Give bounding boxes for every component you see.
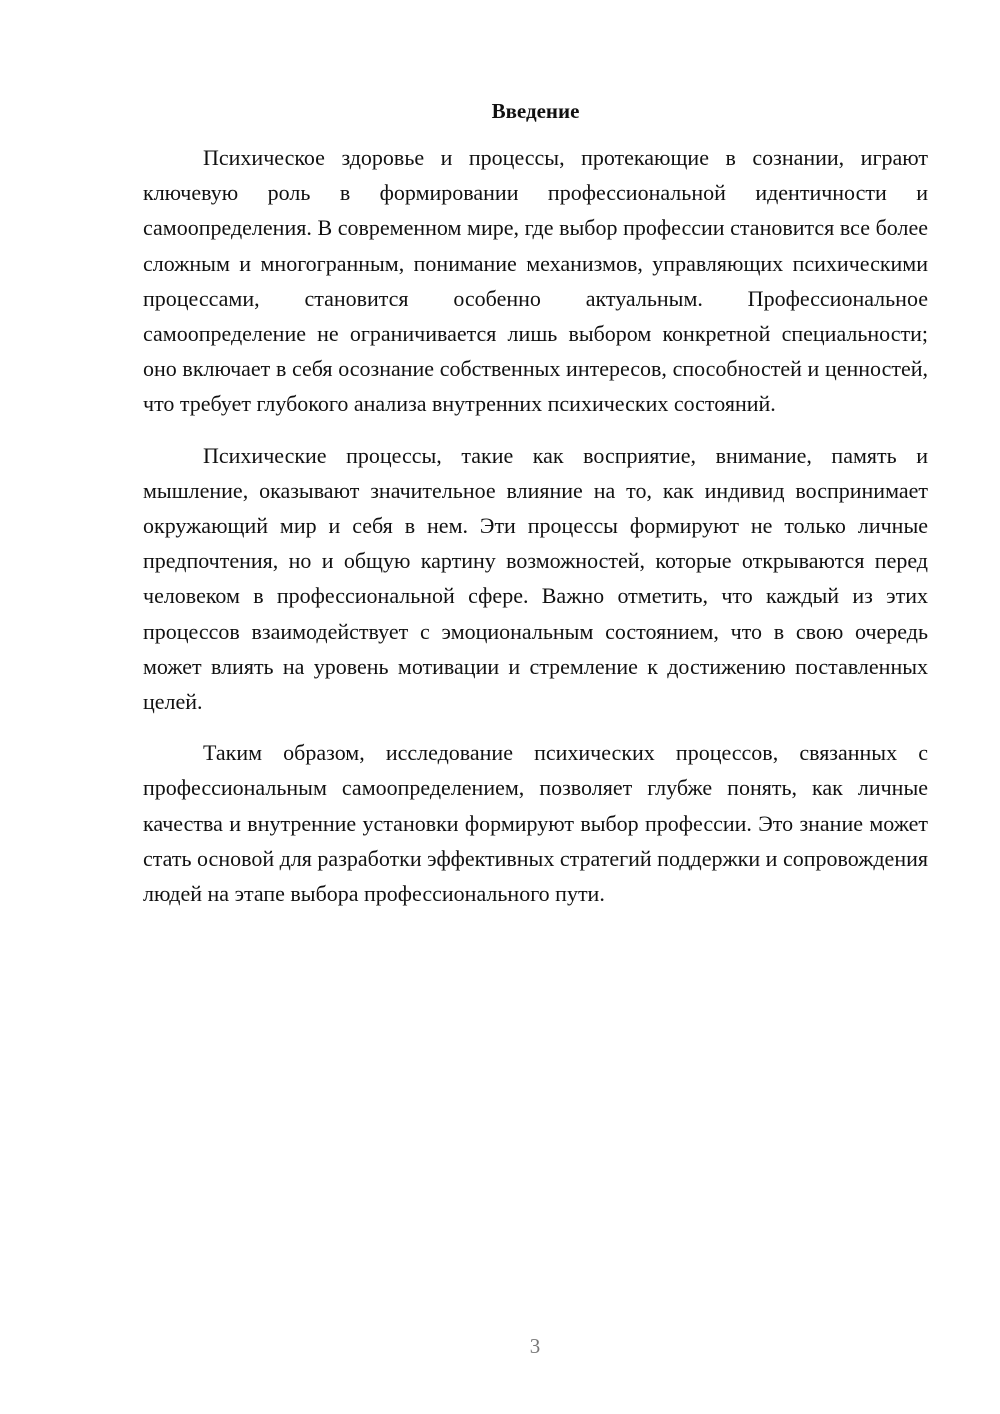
section-title: Введение — [491, 99, 580, 123]
page-number: 3 — [529, 1334, 541, 1358]
paragraph-3: Таким образом, исследование психических процессов, связанных с профессиональным самоопределением, позволяет глубже понять, как личные качества и внутренние установки формируют выбор профессии. Это знание может стать основой для разработки эффективных стратегий поддержки и сопровождения людей на этапе выбора профессионального пути. — [143, 740, 928, 907]
paragraph-2: Психические процессы, такие как восприятие, внимание, память и мышление, оказывают значительное влияние на то, как индивид воспринимает окружающий мир и себя в нем. Эти процессы формируют не только личные предпочтения, но и общую картину возможностей, которые открываются перед человеком в профессиональной сфере. Важно отметить, что каждый из этих процессов взаимодействует с эмоциональным состоянием, что в свою очередь может влиять на уровень мотивации и стремление к достижению поставленных целей. — [143, 442, 928, 715]
page-content — [143, 96, 928, 927]
paragraph-1: Психическое здоровье и процессы, протекающие в сознании, играют ключевую роль в формировании профессиональной идентичности и самоопределения. В современном мире, где выбор профессии становится все более сложным и многогранным, понимание механизмов, управляющих психическими процессами, становится особенно актуальным. Профессиональное самоопределение не ограничивается лишь выбором конкретной специальности; оно включает в себя осознание собственных интересов, способностей и ценностей, что требует глубокого анализа внутренних психических состояний. — [143, 145, 928, 417]
